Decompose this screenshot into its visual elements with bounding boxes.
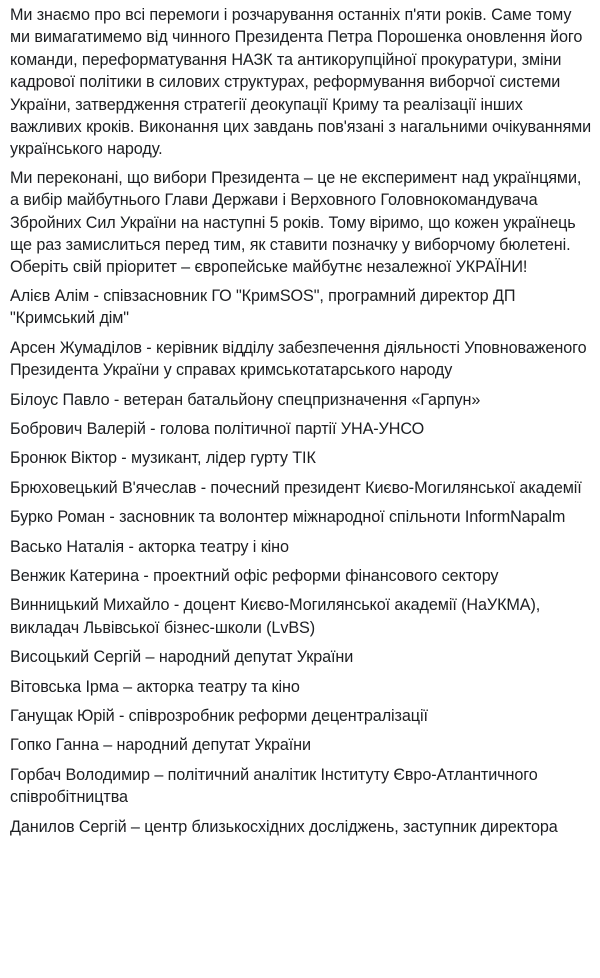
signatory-entry: Бурко Роман - засновник та волонтер міжнародної спільноти InformNapalm (10, 508, 566, 527)
signatory-entry: Данилов Сергій – центр близькосхідних досліджень, заступник директора (10, 817, 558, 836)
signatory-entry: Бронюк Віктор - музикант, лідер гурту ТІК (10, 449, 316, 468)
signatory-entry: Арсен Жумаділов - керівник відділу забезпечення діяльності Уповноваженого Президента України у справах кримськотатарського народу (10, 338, 587, 380)
signatory-entry: Ганущак Юрій - співрозробник реформи децентралізації (10, 706, 428, 725)
statement-paragraph: Ми переконані, що вибори Президента – це не експеримент над українцями, а вибір майбутнього Глави Держави і Верховного Головнокомандувача Збройних Сил України на наступні 5 років. Тому віримо, що кожен українець ще раз замислиться перед тим, як ставити позначку у виборчому бюлетені. Оберіть свій пріоритет – європейське майбутнє незалежної УКРАЇНИ! (10, 168, 582, 277)
signatory-entry: Горбач Володимир – політичний аналітик Інституту Євро-Атлантичного співробітництва (10, 765, 538, 807)
statement-paragraph: Ми знаємо про всі перемоги і розчарування останніх п'яти років. Саме тому ми вимагатимемо від чинного Президента Петра Порошенка оновлення його команди, переформатування НАЗК та антикорупційної прокуратури, зміни кадрової політики в силових структурах, реформування виборчої системи України, затвердження стратегії деокупації Криму та реалізації інших важливих кроків. Виконання цих завдань пов'язані з нагальними очікуваннями українського народу. (10, 6, 592, 159)
signatory-entry: Бобрович Валерій - голова політичної партії УНА-УНСО (10, 419, 425, 438)
signatory-entry: Білоус Павло - ветеран батальйону спецпризначення «Гарпун» (10, 390, 481, 409)
signatory-list (10, 285, 592, 838)
signatory-entry: Венжик Катерина - проектний офіс реформи фінансового сектору (10, 566, 499, 585)
signatory-entry: Брюховецький В'ячеслав - почесний президент Києво-Могилянської академії (10, 478, 582, 497)
signatory-entry: Винницький Михайло - доцент Києво-Могилянської академії (НаУКМА), викладач Львівської бізнес-школи (LvBS) (10, 596, 541, 637)
signatory-entry: Вітовська Ірма – акторка театру та кіно (10, 677, 300, 696)
signatory-entry: Гопко Ганна – народний депутат України (10, 736, 311, 755)
signatory-entry: Васько Наталія - акторка театру і кіно (10, 537, 289, 556)
signatory-entry: Алієв Алім - співзасновник ГО "КримSOS", програмний директор ДП "Кримський дім" (10, 286, 516, 328)
signatory-entry: Висоцький Сергій – народний депутат України (10, 648, 354, 667)
